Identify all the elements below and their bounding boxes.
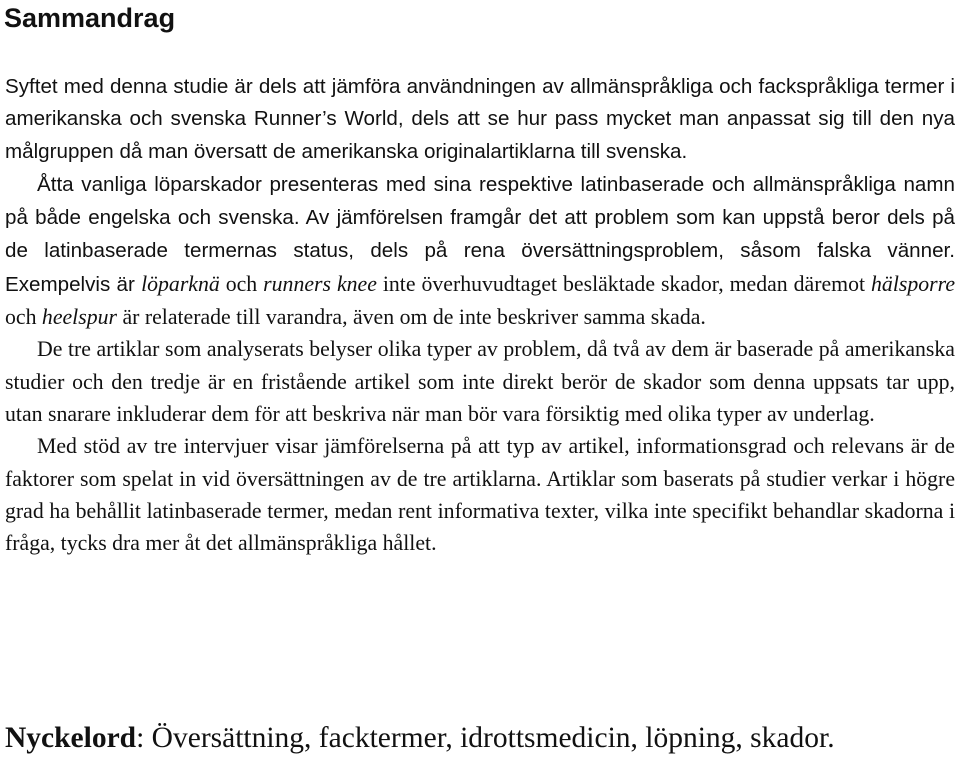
paragraph-injuries — [5, 168, 955, 333]
paragraph-injuries-text-3: inte överhuvudtaget besläktade skador, medan däremot — [376, 271, 872, 296]
term-loparkna: löparknä — [141, 271, 220, 296]
term-heelspur: heelspur — [41, 305, 117, 330]
keywords-label: Nyckelord — [5, 722, 137, 754]
paragraph-injuries-text-2: och — [219, 271, 264, 296]
paragraph-purpose-text: Syftet med denna studie är dels att jämföra användningen av allmänspråkliga och fackspråkliga termer i amerikanska och svenska Runner’s World, dels att se hur pass mycket man anpassat sig till den nya målgruppen då man översatt de amerikanska originalartiklarna till svenska. — [5, 75, 955, 163]
keywords-separator: : — [136, 722, 152, 754]
keywords-line — [5, 718, 835, 758]
paragraph-injuries-text-5: är relaterade till varandra, även om de inte beskriver samma skada. — [117, 305, 706, 330]
term-runners-knee: runners knee — [263, 271, 377, 296]
paragraph-injuries-text-1: Åtta vanliga löparskador presenteras med sina respektive latinbaserade och allmänspråkliga namn på både engelska och svenska. Av jämförelsen framgår det att problem som kan uppstå beror dels på de latinbaserade termernas status, dels på rena översättningsproblem, såsom falska vänner. Exempelvis är — [5, 172, 955, 296]
term-halsporre: hälsporre — [871, 271, 955, 296]
paragraph-articles-text: De tre artiklar som analyserats belyser olika typer av problem, då två av dem är baserade på amerikanska studier och den tredje är en fristående artikel som inte direkt berör de skador som denna uppsats tar upp, utan snarare inkluderar dem för att beskriva när man bör vara försiktig med olika typer av underlag. — [5, 337, 955, 426]
paragraph-articles — [5, 333, 955, 430]
abstract-body — [5, 71, 955, 559]
paragraph-purpose — [5, 71, 955, 168]
paragraph-injuries-text-4: och — [5, 305, 42, 330]
page-title: Sammandrag — [4, 3, 176, 33]
keywords-list: Översättning, facktermer, idrottsmedicin, löpning, skador. — [151, 722, 835, 754]
paragraph-interviews-text: Med stöd av tre intervjuer visar jämförelserna på att typ av artikel, informationsgrad och relevans är de faktorer som spelat in vid översättningen av de tre artiklarna. Artiklar som baserats på studier verkar i högre grad ha behållit latinbaserade termer, medan rent informativa texter, vilka inte specifikt behandlar skadorna i fråga, tycks dra mer åt det allmänspråkliga hållet. — [5, 434, 955, 556]
paragraph-interviews — [5, 430, 955, 559]
